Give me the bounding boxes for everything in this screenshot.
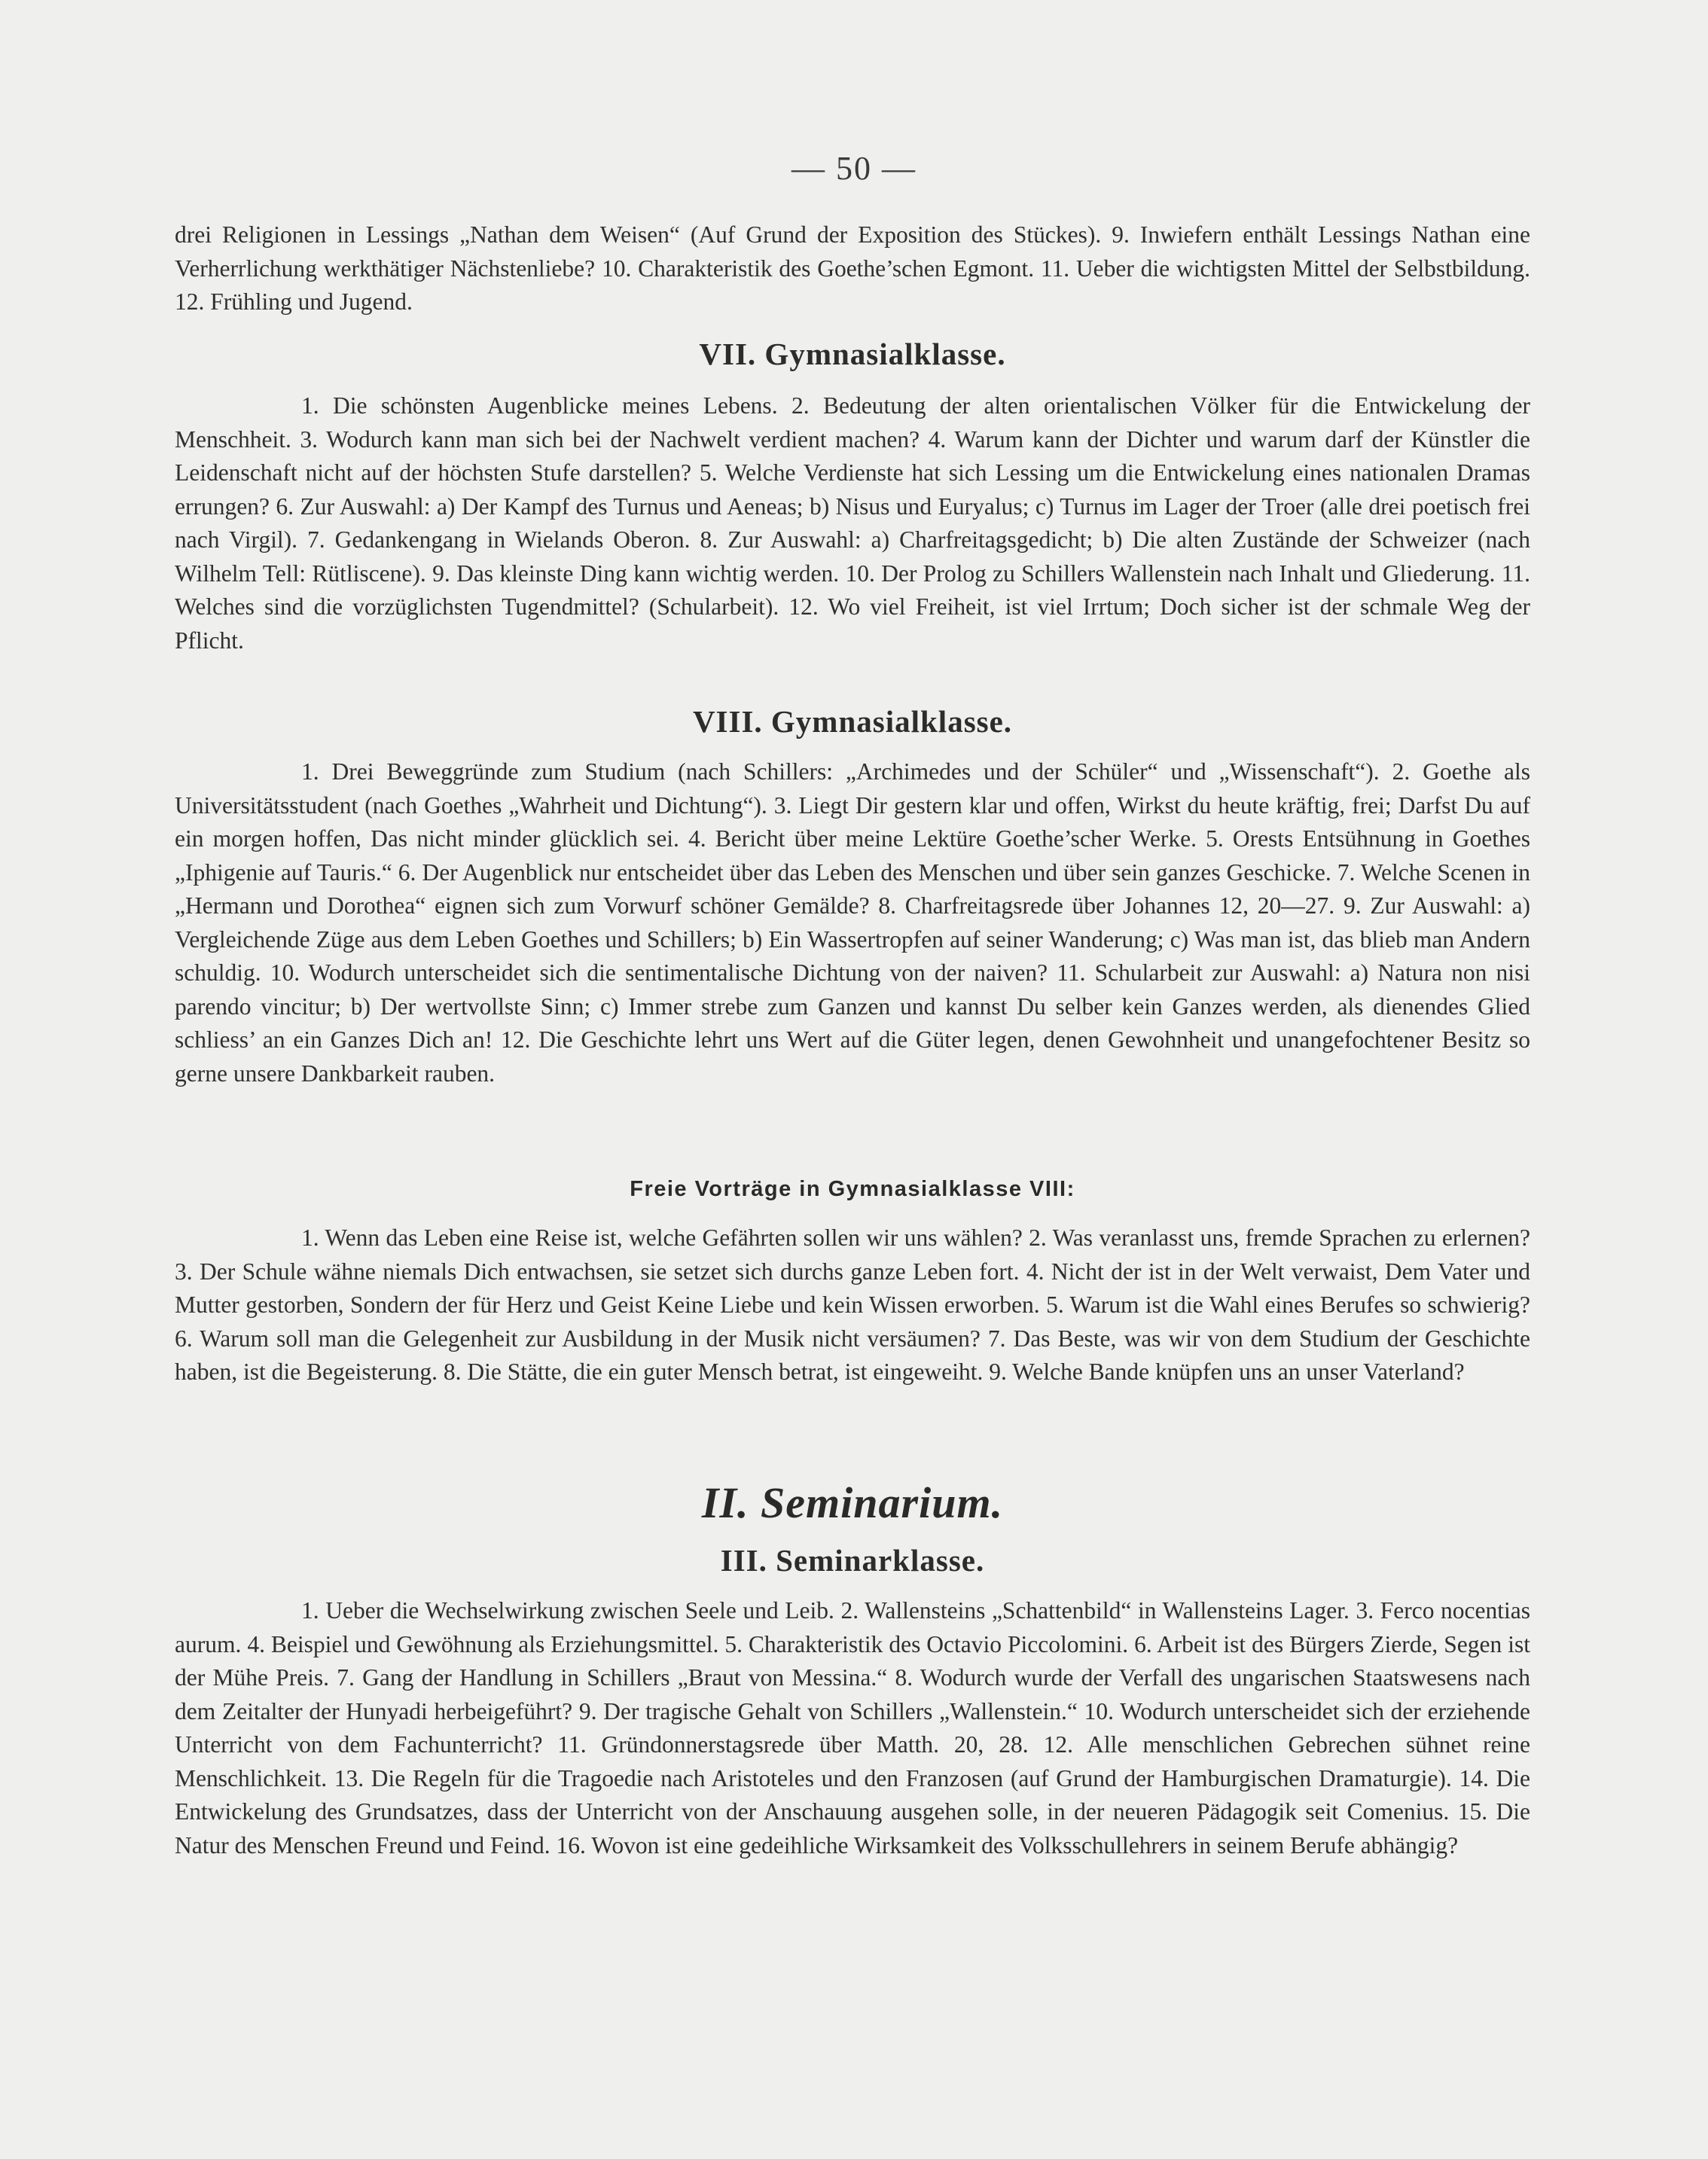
gymnasialklasse-viii-section — [175, 703, 1530, 739]
seminarklasse-iii-section — [175, 1542, 1530, 1578]
freie-vortraege-section — [175, 1177, 1530, 1202]
intro-section — [175, 218, 1530, 319]
section-heading-iii-seminar: III. Seminarklasse. — [720, 1543, 985, 1578]
freie-body — [175, 1221, 1530, 1389]
intro-paragraph: drei Religionen in Lessings „Nathan dem Weisen“ (Auf Grund der Exposition des Stückes). 9. Inwiefern enthält Lessings Nathan eine Verherrlichung werkthätiger Nächstenliebe? 10. Charakteristik des Goethe’schen Egmont. 11. Ueber die wichtigsten Mittel der Selbstbildung. 12. Frühling und Jugend. — [175, 221, 1530, 315]
vii-body — [175, 389, 1530, 657]
iii-seminar-topics-paragraph: 1. Ueber die Wechselwirkung zwischen Seele und Leib. 2. Wallensteins „Schattenbild“ in Wallensteins Lager. 3. Ferco nocentias aurum. 4. Beispiel und Gewöhnung als Erziehungsmittel. 5. Charakteristik des Octavio Piccolomini. 6. Arbeit ist des Bürgers Zierde, Segen ist der Mühe Preis. 7. Gang der Handlung in Schillers „Braut von Messina.“ 8. Wodurch wurde der Verfall des ungarischen Staatswesens nach dem Zeitalter der Hunyadi herbeigeführt? 9. Der tragische Gehalt von Schillers „Wallenstein.“ 10. Wodurch unterscheidet sich der erziehende Unterricht von dem Fachunterricht? 11. Gründonnerstagsrede über Matth. 20, 28. 12. Alle menschlichen Gebrechen sühnet reine Menschlichkeit. 13. Die Regeln für die Tragoedie nach Aristoteles und den Franzosen (auf Grund der Hamburgischen Dramaturgie). 14. Die Entwickelung des Grundsatzes, dass der Unterricht von der Anschauung ausgehen solle, in der neueren Pädagogik seit Comenius. 15. Die Natur des Menschen Freund und Feind. 16. Wovon ist eine gedeihliche Wirksamkeit des Volksschullehrers in seinem Berufe abhängig? — [175, 1597, 1530, 1859]
freie-vortraege-paragraph: 1. Wenn das Leben eine Reise ist, welche Gefährten sollen wir uns wählen? 2. Was veranlasst uns, fremde Sprachen zu erlernen? 3. Der Schule wähne niemals Dich entwachsen, sie setzet sich durchs ganze Leben fort. 4. Nicht der ist in der Welt verwaist, Dem Vater und Mutter gestorben, Sondern der für Herz und Geist Keine Liebe und kein Wissen erworben. 5. Warum ist die Wahl eines Berufes so schwierig? 6. Warum soll man die Gelegenheit zur Ausbildung in der Musik nicht versäumen? 7. Das Beste, was wir von dem Studium der Geschichte haben, ist die Begeisterung. 8. Die Stätte, die ein guter Mensch betrat, ist eingeweiht. 9. Welche Bande knüpfen uns an unser Vaterland? — [175, 1224, 1530, 1385]
iii-body — [175, 1594, 1530, 1862]
seminarium-section — [175, 1477, 1530, 1528]
seminarium-heading: II. Seminarium. — [701, 1478, 1004, 1527]
vii-topics-paragraph: 1. Die schönsten Augenblicke meines Lebens. 2. Bedeutung der alten orientalischen Völker für die Entwickelung der Menschheit. 3. Wodurch kann man sich bei der Nachwelt verdient machen? 4. Warum kann der Dichter und warum darf der Künstler die Leidenschaft nicht auf der höchsten Stufe darstellen? 5. Welche Verdienste hat sich Lessing um die Entwickelung eines nationalen Dramas errungen? 6. Zur Auswahl: a) Der Kampf des Turnus und Aeneas; b) Nisus und Euryalus; c) Turnus im Lager der Troer (alle drei poetisch frei nach Virgil). 7. Gedankengang in Wielands Oberon. 8. Zur Auswahl: a) Charfreitagsgedicht; b) Die alten Zustände der Schweizer (nach Wilhelm Tell: Rütliscene). 9. Das kleinste Ding kann wichtig werden. 10. Der Prolog zu Schillers Wallenstein nach Inhalt und Gliederung. 11. Welches sind die vorzüglichsten Tugendmittel? (Schularbeit). 12. Wo viel Freiheit, ist viel Irrtum; Doch sicher ist der schmale Weg der Pflicht. — [175, 392, 1530, 654]
viii-topics-paragraph: 1. Drei Beweggründe zum Studium (nach Schillers: „Archimedes und der Schüler“ und „Wissenschaft“). 2. Goethe als Universitätsstudent (nach Goethes „Wahrheit und Dichtung“). 3. Liegt Dir gestern klar und offen, Wirkst du heute kräftig, frei; Darfst Du auf ein morgen hoffen, Das nicht minder glücklich sei. 4. Bericht über meine Lektüre Goethe’scher Werke. 5. Orests Entsühnung in Goethes „Iphigenie auf Tauris.“ 6. Der Augenblick nur entscheidet über das Leben des Menschen und über sein ganzes Geschicke. 7. Welche Scenen in „Hermann und Dorothea“ eignen sich zum Vorwurf schöner Gemälde? 8. Charfreitagsrede über Johannes 12, 20—27. 9. Zur Auswahl: a) Vergleichende Züge aus dem Leben Goethes und Schillers; b) Ein Wassertropfen auf seiner Wanderung; c) Was man ist, das blieb man Andern schuldig. 10. Wodurch unterscheidet sich die sentimentalische Dichtung von der naiven? 11. Schularbeit zur Auswahl: a) Natura non nisi parendo vincitur; b) Der wertvollste Sinn; c) Immer strebe zum Ganzen und kannst Du selber kein Ganzes werden, als dienendes Glied schliess’ an ein Ganzes Dich an! 12. Die Geschichte lehrt uns Wert auf die Güter legen, denen Gewohnheit und unangefochtener Besitz so gerne unsere Dankbarkeit rauben. — [175, 758, 1530, 1087]
viii-body — [175, 755, 1530, 1090]
gymnasialklasse-vii-section — [175, 336, 1530, 372]
section-heading-vii: VII. Gymnasialklasse. — [699, 337, 1006, 371]
freie-vortraege-heading: Freie Vorträge in Gymnasialklasse VIII: — [630, 1177, 1075, 1201]
section-heading-viii: VIII. Gymnasialklasse. — [692, 704, 1013, 739]
page-number: — 50 — — [791, 150, 917, 187]
